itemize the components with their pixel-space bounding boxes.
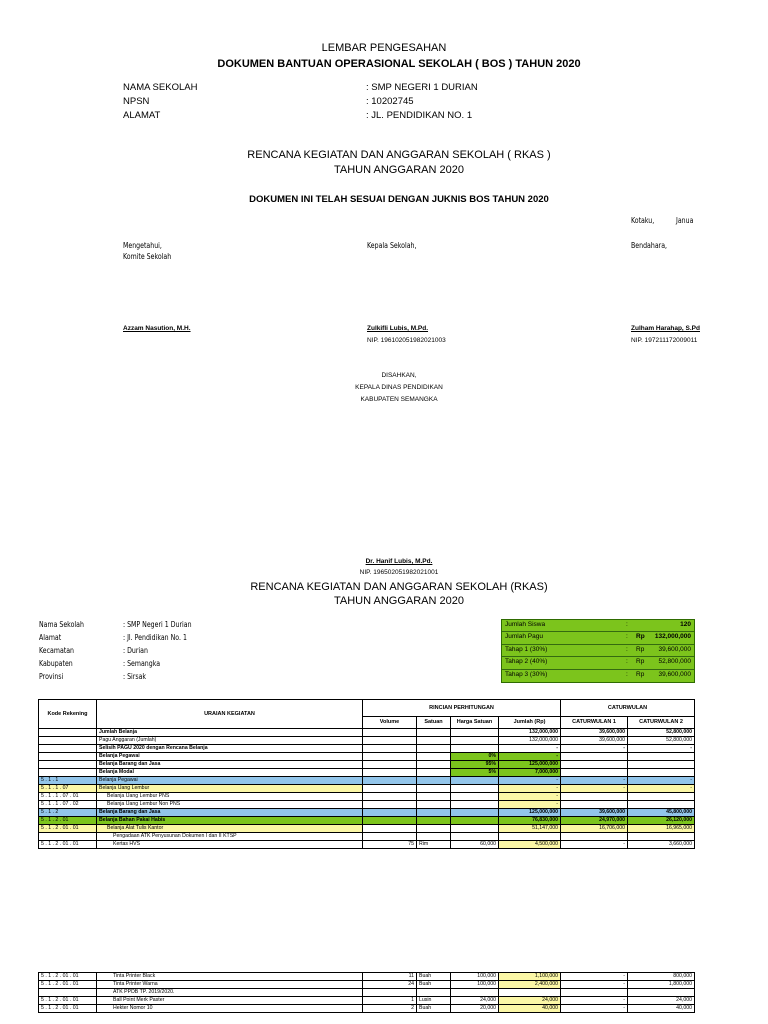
cell-kode: 5 . 1 . 2 . 01 . 01 xyxy=(39,825,97,833)
rkas-title: RENCANA KEGIATAN DAN ANGGARAN SEKOLAH (RKAS) xyxy=(250,581,548,593)
cell-volume xyxy=(363,801,417,809)
cell-harga xyxy=(451,729,499,737)
summary-label: Tahap 2 (40%) xyxy=(505,658,548,666)
cell-uraian: Hekter Nomor 10 xyxy=(97,1005,363,1013)
table-row xyxy=(39,729,695,737)
table-row xyxy=(39,981,695,989)
s2-label: Nama Sekolah xyxy=(39,620,84,629)
cell-cw2 xyxy=(628,769,695,777)
disahkan-line3: KABUPATEN SEMANGKA xyxy=(360,396,438,403)
s2-value: : Durian xyxy=(123,646,148,655)
cell-cw1: - xyxy=(561,841,628,849)
summary-value: 52,800,000 xyxy=(658,658,691,666)
cell-uraian: Tinta Printer Warna xyxy=(97,981,363,989)
cell-harga xyxy=(451,737,499,745)
disahkan-line1: DISAHKAN, xyxy=(381,372,417,379)
cell-cw1: 39,600,000 xyxy=(561,737,628,745)
summary-row xyxy=(502,620,694,632)
disahkan-line2: KEPALA DINAS PENDIDIKAN xyxy=(355,384,443,391)
cell-kode: 5 . 1 . 1 xyxy=(39,777,97,785)
cell-kode: 5 . 1 . 2 . 01 . 01 xyxy=(39,841,97,849)
mengetahui-label: Mengetahui, xyxy=(123,241,162,250)
kepala-label: Kepala Sekolah, xyxy=(367,241,417,250)
bendahara-label: Bendahara, xyxy=(631,241,668,250)
s2-value: : Sirsak xyxy=(123,672,147,681)
cell-uraian: Belanja Barang dan Jasa xyxy=(97,809,363,817)
summary-colon: : xyxy=(626,645,628,653)
info-label: NPSN xyxy=(123,96,150,107)
cell-harga xyxy=(451,801,499,809)
cell-kode: 5 . 1 . 2 . 01 . 01 xyxy=(39,973,97,981)
header-uraian: URAIAN KEGIATAN xyxy=(97,700,363,729)
cell-volume xyxy=(363,761,417,769)
cell-harga: 95% xyxy=(451,761,499,769)
summary-currency: Rp xyxy=(636,633,645,641)
summary-row xyxy=(502,632,694,644)
table-row xyxy=(39,809,695,817)
cell-satuan: Rim xyxy=(417,841,451,849)
cell-jumlah xyxy=(499,989,561,997)
cell-cw2 xyxy=(628,989,695,997)
cell-cw2: - xyxy=(628,745,695,753)
cell-volume xyxy=(363,833,417,841)
cell-harga xyxy=(451,809,499,817)
cell-jumlah: - xyxy=(499,801,561,809)
cell-satuan xyxy=(417,801,451,809)
cell-cw1: 39,600,000 xyxy=(561,729,628,737)
cell-volume: 24 xyxy=(363,981,417,989)
cell-volume xyxy=(363,825,417,833)
cell-satuan xyxy=(417,777,451,785)
summary-colon: : xyxy=(626,670,628,678)
header-cw1: CATURWULAN 1 xyxy=(561,717,628,729)
cell-cw2 xyxy=(628,753,695,761)
cell-jumlah: 24,000 xyxy=(499,997,561,1005)
header-harga: Harga Satuan xyxy=(451,717,499,729)
cell-cw2 xyxy=(628,761,695,769)
cell-satuan xyxy=(417,745,451,753)
cell-uraian: Belanja Uang Lembur PNS xyxy=(97,793,363,801)
cell-satuan xyxy=(417,785,451,793)
cell-jumlah: 132,000,000 xyxy=(499,737,561,745)
cell-cw2 xyxy=(628,801,695,809)
cell-satuan xyxy=(417,989,451,997)
cell-volume: 2 xyxy=(363,1005,417,1013)
cell-satuan xyxy=(417,737,451,745)
cell-harga: 5% xyxy=(451,769,499,777)
table-body xyxy=(39,973,695,1013)
cell-satuan: Buah xyxy=(417,1005,451,1013)
cell-kode xyxy=(39,729,97,737)
cell-satuan xyxy=(417,809,451,817)
header-jumlah: Jumlah (Rp) xyxy=(499,717,561,729)
cell-satuan xyxy=(417,729,451,737)
summary-label: Jumlah Pagu xyxy=(505,633,543,641)
cell-volume xyxy=(363,745,417,753)
cell-uraian: Belanja Bahan Pakai Habis xyxy=(97,817,363,825)
cell-uraian: Kertas HVS xyxy=(97,841,363,849)
info-label: NAMA SEKOLAH xyxy=(123,82,198,93)
cell-harga: 100,000 xyxy=(451,973,499,981)
summary-box xyxy=(501,619,695,683)
cell-cw2: 26,120,000 xyxy=(628,817,695,825)
cell-volume xyxy=(363,737,417,745)
cell-uraian: Belanja Pegawai xyxy=(97,777,363,785)
cell-cw2: 52,800,000 xyxy=(628,729,695,737)
s2-label: Alamat xyxy=(39,633,62,642)
cell-jumlah: 132,000,000 xyxy=(499,729,561,737)
cell-harga xyxy=(451,817,499,825)
cell-volume xyxy=(363,989,417,997)
info-value: : 10202745 xyxy=(366,96,414,107)
cell-harga xyxy=(451,793,499,801)
cell-cw2: 3,660,000 xyxy=(628,841,695,849)
cell-jumlah: - xyxy=(499,745,561,753)
cell-harga xyxy=(451,777,499,785)
cell-kode: 5 . 1 . 1 . 07 . 01 xyxy=(39,793,97,801)
cell-kode xyxy=(39,745,97,753)
cell-volume xyxy=(363,769,417,777)
cell-harga: 100,000 xyxy=(451,981,499,989)
header-rincian: RINCIAN PERHITUNGAN xyxy=(363,700,561,717)
cell-cw2: 52,800,000 xyxy=(628,737,695,745)
summary-colon: : xyxy=(626,633,628,641)
cell-cw1: 24,970,000 xyxy=(561,817,628,825)
cell-satuan xyxy=(417,825,451,833)
cell-cw2: 45,800,000 xyxy=(628,809,695,817)
cell-kode: 5 . 1 . 2 . 01 . 01 xyxy=(39,1005,97,1013)
bendahara-name: Zulham Harahap, S.Pd xyxy=(631,325,700,332)
table-row xyxy=(39,825,695,833)
cell-kode xyxy=(39,769,97,777)
cell-cw2 xyxy=(628,833,695,841)
cell-jumlah: - xyxy=(499,785,561,793)
cell-harga xyxy=(451,745,499,753)
cell-satuan: Lusin xyxy=(417,997,451,1005)
cell-cw1 xyxy=(561,793,628,801)
cell-volume xyxy=(363,785,417,793)
header-volume: Volume xyxy=(363,717,417,729)
rkas-year: TAHUN ANGGARAN 2020 xyxy=(333,595,464,607)
table-row xyxy=(39,817,695,825)
cell-cw1: - xyxy=(561,997,628,1005)
kadis-nip: NIP. 196502051982021001 xyxy=(359,569,439,576)
cell-cw1 xyxy=(561,833,628,841)
cell-cw1: - xyxy=(561,785,628,793)
header-kode: Kode Rekening xyxy=(39,700,97,729)
cell-jumlah: 7,000,000 xyxy=(499,769,561,777)
cell-jumlah: - xyxy=(499,777,561,785)
cell-cw1 xyxy=(561,769,628,777)
table-row xyxy=(39,793,695,801)
table-row xyxy=(39,761,695,769)
table-row xyxy=(39,769,695,777)
summary-label: Jumlah Siswa xyxy=(505,621,546,628)
cell-jumlah: 40,000 xyxy=(499,1005,561,1013)
komite-label: Komite Sekolah xyxy=(123,252,172,261)
cell-cw1 xyxy=(561,761,628,769)
cell-cw1: 16,706,000 xyxy=(561,825,628,833)
cell-cw2: 24,000 xyxy=(628,997,695,1005)
cell-kode: 5 . 1 . 2 . 01 . 01 xyxy=(39,981,97,989)
cell-cw2: 16,965,000 xyxy=(628,825,695,833)
s2-label: Provinsi xyxy=(39,672,64,681)
table-row xyxy=(39,1005,695,1013)
table-row xyxy=(39,737,695,745)
cell-uraian: Pagu Anggaran (Jumlah) xyxy=(97,737,363,745)
cell-volume: 1 xyxy=(363,997,417,1005)
table-row xyxy=(39,973,695,981)
cell-cw1: - xyxy=(561,973,628,981)
summary-colon: : xyxy=(626,658,628,666)
cell-cw1 xyxy=(561,989,628,997)
cell-satuan xyxy=(417,817,451,825)
summary-colon: : xyxy=(626,621,628,628)
rkas-heading-line3: DOKUMEN INI TELAH SESUAI DENGAN JUKNIS BOS TAHUN 2020 xyxy=(249,194,549,205)
table-row xyxy=(39,997,695,1005)
cell-cw1: 39,600,000 xyxy=(561,809,628,817)
kepala-name: Zulkifli Lubis, M.Pd. xyxy=(367,325,429,332)
s2-value: : Jl. Pendidikan No. 1 xyxy=(123,633,187,642)
cell-harga xyxy=(451,833,499,841)
cell-cw1: - xyxy=(561,1005,628,1013)
summary-value: 39,600,000 xyxy=(658,670,691,678)
cell-jumlah: 1,100,000 xyxy=(499,973,561,981)
rkas-table xyxy=(38,699,695,849)
cell-jumlah: - xyxy=(499,753,561,761)
doc-subtitle: DOKUMEN BANTUAN OPERASIONAL SEKOLAH ( BOS ) TAHUN 2020 xyxy=(217,58,581,70)
cell-jumlah xyxy=(499,833,561,841)
summary-value: 132,000,000 xyxy=(654,633,691,641)
cell-uraian: ATK PPDB TP. 2019/2020. xyxy=(97,989,363,997)
summary-label: Tahap 1 (30%) xyxy=(505,645,548,653)
info-value: : SMP NEGERI 1 DURIAN xyxy=(366,82,478,93)
cell-harga xyxy=(451,785,499,793)
cell-satuan xyxy=(417,753,451,761)
summary-value: 120 xyxy=(680,621,691,628)
rkas-heading-line2: TAHUN ANGGARAN 2020 xyxy=(333,164,464,176)
cell-uraian: Belanja Modal xyxy=(97,769,363,777)
cell-cw1 xyxy=(561,801,628,809)
cell-uraian: Tinta Printer Black xyxy=(97,973,363,981)
cell-jumlah: 125,000,000 xyxy=(499,761,561,769)
cell-cw2: 1,800,000 xyxy=(628,981,695,989)
cell-uraian: Pengadaan ATK Penyusunan Dokumen I dan II KTSP xyxy=(97,833,363,841)
cell-volume xyxy=(363,753,417,761)
cell-harga xyxy=(451,825,499,833)
cell-kode: 5 . 1 . 1 . 07 xyxy=(39,785,97,793)
cell-kode: 5 . 1 . 1 . 07 . 02 xyxy=(39,801,97,809)
cell-cw2: - xyxy=(628,777,695,785)
cell-volume xyxy=(363,729,417,737)
cell-harga: 0% xyxy=(451,753,499,761)
cell-cw1: - xyxy=(561,981,628,989)
header-cw2: CATURWULAN 2 xyxy=(628,717,695,729)
summary-row xyxy=(502,645,694,657)
cell-uraian: Belanja Uang Lembur xyxy=(97,785,363,793)
summary-currency: Rp xyxy=(636,658,645,666)
cell-uraian: Belanja Pegawai xyxy=(97,753,363,761)
cell-volume xyxy=(363,809,417,817)
cell-kode xyxy=(39,753,97,761)
cell-cw2: - xyxy=(628,785,695,793)
table-row xyxy=(39,989,695,997)
info-label: ALAMAT xyxy=(123,110,161,121)
cell-jumlah: 125,000,000 xyxy=(499,809,561,817)
cell-uraian: Belanja Barang dan Jasa xyxy=(97,761,363,769)
cell-uraian: Belanja Uang Lembur Non PNS xyxy=(97,801,363,809)
table-row xyxy=(39,841,695,849)
rkas-table-continued xyxy=(38,972,695,1013)
cell-satuan xyxy=(417,761,451,769)
header-satuan: Satuan xyxy=(417,717,451,729)
cell-harga: 60,000 xyxy=(451,841,499,849)
summary-value: 39,600,000 xyxy=(658,645,691,653)
cell-satuan: Buah xyxy=(417,973,451,981)
summary-label: Tahap 3 (30%) xyxy=(505,670,548,678)
cell-volume: 75 xyxy=(363,841,417,849)
cell-satuan: Buah xyxy=(417,981,451,989)
cell-volume xyxy=(363,793,417,801)
kepala-nip: NIP. 196102051982021003 xyxy=(367,337,446,344)
cell-kode xyxy=(39,737,97,745)
cell-uraian: Belanja Alat Tulis Kantor xyxy=(97,825,363,833)
cell-cw2: 40,000 xyxy=(628,1005,695,1013)
cell-satuan xyxy=(417,833,451,841)
table-row xyxy=(39,801,695,809)
s2-label: Kabupaten xyxy=(39,659,73,668)
info-value: : JL. PENDIDIKAN NO. 1 xyxy=(366,110,473,121)
cell-cw2 xyxy=(628,793,695,801)
rkas-heading-line1: RENCANA KEGIATAN DAN ANGGARAN SEKOLAH ( RKAS ) xyxy=(247,149,551,161)
cell-satuan xyxy=(417,769,451,777)
cell-uraian: Jumlah Belanja xyxy=(97,729,363,737)
cell-kode: 5 . 1 . 2 xyxy=(39,809,97,817)
summary-currency: Rp xyxy=(636,645,645,653)
cell-jumlah: 2,400,000 xyxy=(499,981,561,989)
s2-label: Kecamatan xyxy=(39,646,75,655)
summary-row xyxy=(502,657,694,669)
cell-uraian: Selisih PAGU 2020 dengan Rencana Belanja xyxy=(97,745,363,753)
kadis-name: Dr. Hanif Lubis, M.Pd. xyxy=(365,558,433,565)
table-row xyxy=(39,777,695,785)
place-month: Janua xyxy=(676,216,694,225)
cell-harga: 24,000 xyxy=(451,997,499,1005)
doc-title: LEMBAR PENGESAHAN xyxy=(321,42,447,54)
cell-satuan xyxy=(417,793,451,801)
cell-harga: 20,000 xyxy=(451,1005,499,1013)
komite-name: Azzam Nasution, M.H. xyxy=(123,325,191,332)
summary-row xyxy=(502,670,694,681)
s2-value: : Semangka xyxy=(123,659,161,668)
cell-kode xyxy=(39,989,97,997)
cell-cw2: 800,000 xyxy=(628,973,695,981)
cell-volume xyxy=(363,777,417,785)
cell-jumlah: 76,830,000 xyxy=(499,817,561,825)
cell-jumlah: 4,500,000 xyxy=(499,841,561,849)
cell-jumlah: 51,147,000 xyxy=(499,825,561,833)
cell-cw1: - xyxy=(561,745,628,753)
cell-kode: 5 . 1 . 2 . 01 xyxy=(39,817,97,825)
s2-value: : SMP Negeri 1 Durian xyxy=(123,620,192,629)
cell-cw1 xyxy=(561,753,628,761)
header-caturwulan: CATURWULAN xyxy=(561,700,695,717)
cell-kode: 5 . 1 . 2 . 01 . 01 xyxy=(39,997,97,1005)
cell-kode xyxy=(39,833,97,841)
table-row xyxy=(39,753,695,761)
cell-kode xyxy=(39,761,97,769)
summary-currency: Rp xyxy=(636,670,645,678)
place-city: Kotaku, xyxy=(631,216,655,225)
cell-volume xyxy=(363,817,417,825)
cell-cw1: - xyxy=(561,777,628,785)
cell-harga xyxy=(451,989,499,997)
cell-uraian: Ball Point Merk Paster xyxy=(97,997,363,1005)
table-row xyxy=(39,745,695,753)
table-row xyxy=(39,833,695,841)
bendahara-nip: NIP. 197211172009011 xyxy=(631,337,698,344)
table-body xyxy=(39,729,695,849)
cell-jumlah: - xyxy=(499,793,561,801)
table-row xyxy=(39,785,695,793)
cell-volume: 11 xyxy=(363,973,417,981)
